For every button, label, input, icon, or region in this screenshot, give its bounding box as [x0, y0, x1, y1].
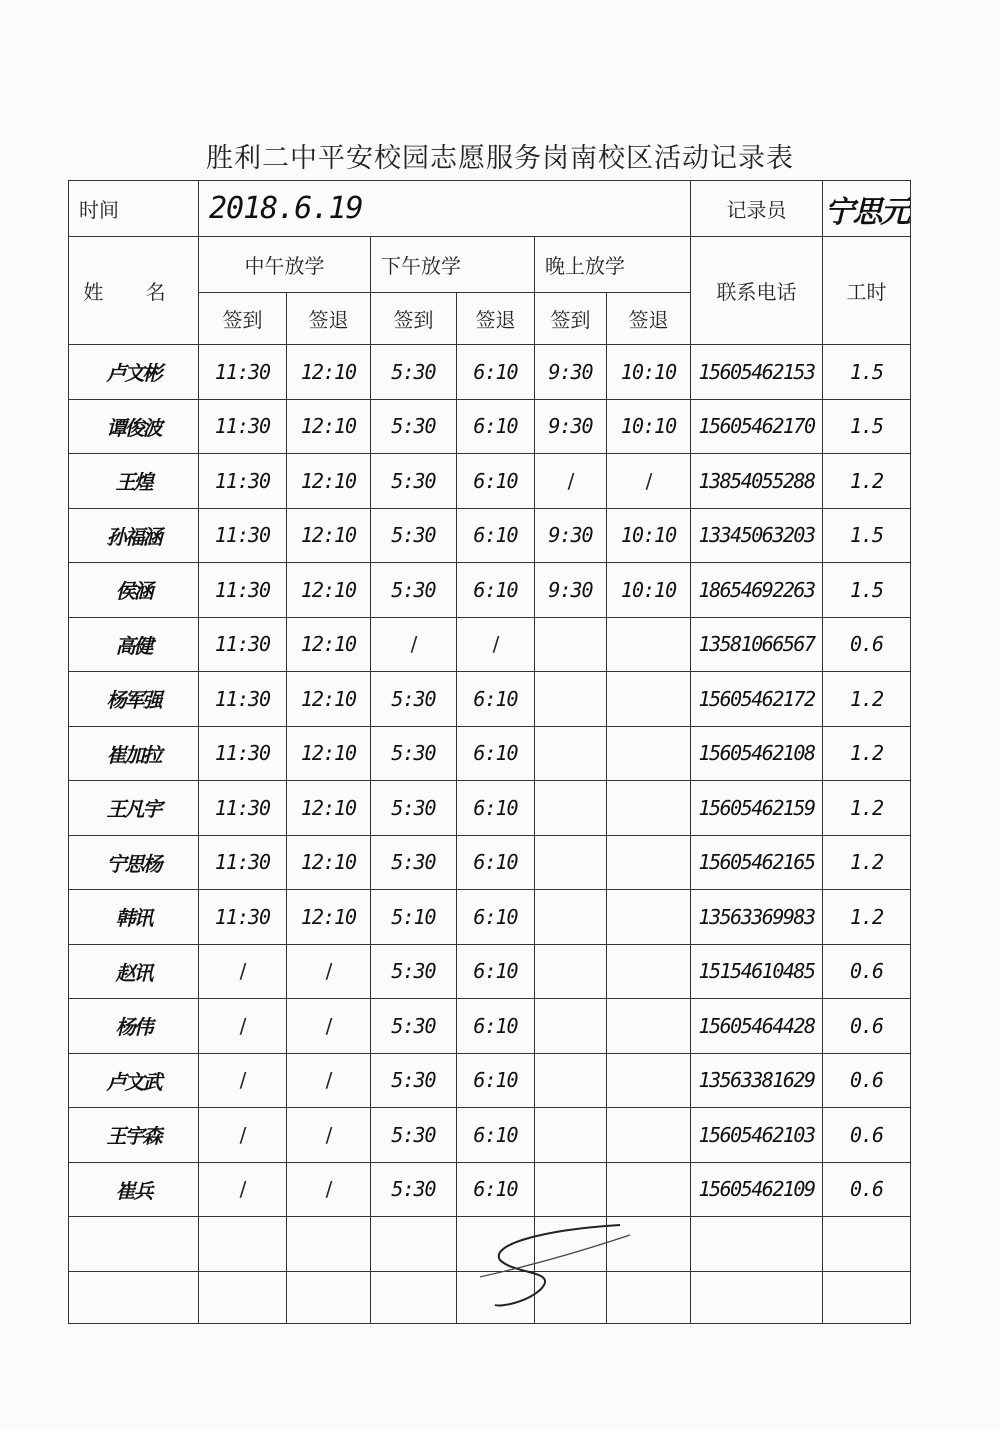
time-cell-ev-out: / — [607, 454, 691, 509]
time-cell-ev-out: 10:10 — [607, 399, 691, 454]
volunteer-name: 王凡宇 — [69, 781, 199, 836]
time-cell-noon-out: / — [287, 999, 371, 1054]
phone-column-header: 联系电话 — [691, 237, 823, 345]
header-row-periods — [69, 237, 911, 293]
time-cell-ev-in — [535, 1162, 607, 1217]
time-cell-pm-in: 5:30 — [371, 345, 457, 400]
time-cell-noon-out: 12:10 — [287, 672, 371, 727]
volunteer-name: 卢文武 — [69, 1053, 199, 1108]
work-hours: 1.2 — [823, 781, 911, 836]
time-cell-noon-out: 12:10 — [287, 890, 371, 945]
time-cell-noon-in: 11:30 — [199, 835, 287, 890]
time-cell-pm-out: 6:10 — [457, 1162, 535, 1217]
time-cell-ev-out — [607, 617, 691, 672]
time-cell-ev-in: / — [535, 454, 607, 509]
time-label: 时间 — [69, 181, 199, 237]
work-hours: 1.2 — [823, 672, 911, 727]
time-cell-pm-out: 6:10 — [457, 1108, 535, 1163]
afternoon-header: 下午放学 — [371, 237, 535, 293]
time-cell-pm-in: / — [371, 617, 457, 672]
time-cell-noon-in: 11:30 — [199, 454, 287, 509]
noon-sign-in-header: 签到 — [199, 293, 287, 345]
phone-number: 13563369983 — [691, 890, 823, 945]
time-cell-pm-out: 6:10 — [457, 508, 535, 563]
volunteer-name: 崔加拉 — [69, 726, 199, 781]
work-hours: 0.6 — [823, 1108, 911, 1163]
time-cell-pm-in: 5:30 — [371, 781, 457, 836]
work-hours: 1.2 — [823, 726, 911, 781]
time-cell-noon-out — [287, 1271, 371, 1323]
time-cell-pm-in: 5:30 — [371, 835, 457, 890]
recorder-label: 记录员 — [691, 181, 823, 237]
time-cell-pm-out: 6:10 — [457, 563, 535, 618]
volunteer-name — [69, 1271, 199, 1323]
time-cell-ev-out — [607, 726, 691, 781]
time-value: 2018.6.19 — [199, 181, 691, 237]
time-cell-noon-out: 12:10 — [287, 726, 371, 781]
time-cell-pm-out: 6:10 — [457, 726, 535, 781]
phone-number: 13563381629 — [691, 1053, 823, 1108]
ev-sign-out-header: 签退 — [607, 293, 691, 345]
table-row — [69, 726, 911, 781]
time-cell-pm-in: 5:30 — [371, 1053, 457, 1108]
time-cell-ev-in: 9:30 — [535, 345, 607, 400]
time-cell-pm-out: / — [457, 617, 535, 672]
volunteer-name: 崔兵 — [69, 1162, 199, 1217]
time-cell-pm-out: 6:10 — [457, 835, 535, 890]
table-row — [69, 781, 911, 836]
time-cell-ev-in — [535, 999, 607, 1054]
table-row — [69, 999, 911, 1054]
time-cell-pm-in: 5:30 — [371, 563, 457, 618]
time-cell-ev-in: 9:30 — [535, 508, 607, 563]
time-cell-noon-in: 11:30 — [199, 781, 287, 836]
table-row — [69, 944, 911, 999]
table-row — [69, 399, 911, 454]
name-column-header: 姓 名 — [69, 237, 199, 345]
recorder-value: 宁思元 — [823, 181, 911, 237]
table-row — [69, 1108, 911, 1163]
volunteer-name: 赵讯 — [69, 944, 199, 999]
time-cell-pm-in: 5:30 — [371, 454, 457, 509]
time-cell-pm-out: 6:10 — [457, 781, 535, 836]
table-row — [69, 454, 911, 509]
time-cell-pm-in: 5:30 — [371, 999, 457, 1054]
work-hours: 1.5 — [823, 563, 911, 618]
time-cell-noon-in: / — [199, 999, 287, 1054]
time-cell-noon-in: / — [199, 1162, 287, 1217]
page-title: 胜利二中平安校园志愿服务岗南校区活动记录表 — [206, 143, 794, 174]
time-cell-ev-out — [607, 944, 691, 999]
work-hours: 1.2 — [823, 454, 911, 509]
table-row — [69, 1053, 911, 1108]
work-hours: 0.6 — [823, 1162, 911, 1217]
time-cell-pm-out: 6:10 — [457, 999, 535, 1054]
volunteer-name — [69, 1217, 199, 1272]
phone-number: 15605462108 — [691, 726, 823, 781]
time-cell-ev-out — [607, 999, 691, 1054]
time-cell-noon-in: 11:30 — [199, 726, 287, 781]
table-row — [69, 835, 911, 890]
time-cell-noon-out: / — [287, 1108, 371, 1163]
time-cell-pm-in — [371, 1271, 457, 1323]
time-cell-noon-out: / — [287, 1162, 371, 1217]
volunteer-name: 孙福涵 — [69, 508, 199, 563]
pm-sign-in-header: 签到 — [371, 293, 457, 345]
time-cell-noon-in: 11:30 — [199, 617, 287, 672]
time-cell-noon-in: / — [199, 1053, 287, 1108]
phone-number: 15605462109 — [691, 1162, 823, 1217]
work-hours: 1.5 — [823, 399, 911, 454]
noon-header: 中午放学 — [199, 237, 371, 293]
time-cell-ev-out — [607, 1162, 691, 1217]
work-hours: 1.5 — [823, 508, 911, 563]
time-cell-pm-out: 6:10 — [457, 345, 535, 400]
work-hours: 1.2 — [823, 835, 911, 890]
time-cell-noon-out: 12:10 — [287, 345, 371, 400]
time-cell-pm-in: 5:30 — [371, 1108, 457, 1163]
volunteer-name: 杨伟 — [69, 999, 199, 1054]
time-cell-ev-in — [535, 1108, 607, 1163]
time-cell-noon-in: / — [199, 1108, 287, 1163]
work-hours: 1.2 — [823, 890, 911, 945]
time-cell-noon-out — [287, 1217, 371, 1272]
phone-number: 18654692263 — [691, 563, 823, 618]
record-table — [68, 180, 911, 1324]
table-row — [69, 672, 911, 727]
time-cell-pm-in: 5:30 — [371, 726, 457, 781]
phone-number: 15605462153 — [691, 345, 823, 400]
time-cell-ev-in — [535, 617, 607, 672]
volunteer-name: 王煌 — [69, 454, 199, 509]
phone-number: 15154610485 — [691, 944, 823, 999]
work-hours: 1.5 — [823, 345, 911, 400]
time-cell-ev-in: 9:30 — [535, 399, 607, 454]
work-hours: 0.6 — [823, 1053, 911, 1108]
time-cell-ev-out — [607, 890, 691, 945]
time-cell-ev-in — [535, 835, 607, 890]
phone-number: 15605462159 — [691, 781, 823, 836]
table-row — [69, 508, 911, 563]
time-cell-ev-out — [607, 835, 691, 890]
header-row-time — [69, 181, 911, 237]
pm-sign-out-header: 签退 — [457, 293, 535, 345]
time-cell-noon-out: 12:10 — [287, 781, 371, 836]
table-row — [69, 1162, 911, 1217]
time-cell-noon-out: 12:10 — [287, 617, 371, 672]
time-cell-noon-out: 12:10 — [287, 563, 371, 618]
time-cell-pm-in: 5:30 — [371, 944, 457, 999]
time-cell-ev-out — [607, 1108, 691, 1163]
time-cell-pm-out: 6:10 — [457, 454, 535, 509]
time-cell-pm-out: 6:10 — [457, 672, 535, 727]
time-cell-ev-out: 10:10 — [607, 508, 691, 563]
phone-number: 15605462165 — [691, 835, 823, 890]
time-cell-noon-out: 12:10 — [287, 508, 371, 563]
volunteer-name: 宁思杨 — [69, 835, 199, 890]
time-cell-ev-in — [535, 781, 607, 836]
pen-scribble — [480, 1215, 840, 1315]
phone-number: 13581066567 — [691, 617, 823, 672]
time-cell-noon-in: 11:30 — [199, 508, 287, 563]
table-row — [69, 890, 911, 945]
time-cell-pm-in: 5:10 — [371, 890, 457, 945]
time-cell-ev-in — [535, 726, 607, 781]
time-cell-ev-out — [607, 781, 691, 836]
time-cell-pm-in: 5:30 — [371, 508, 457, 563]
time-cell-noon-in: / — [199, 944, 287, 999]
volunteer-name: 谭俊波 — [69, 399, 199, 454]
phone-number: 15605462172 — [691, 672, 823, 727]
volunteer-name: 高健 — [69, 617, 199, 672]
time-cell-pm-in: 5:30 — [371, 1162, 457, 1217]
time-cell-pm-out: 6:10 — [457, 890, 535, 945]
time-cell-noon-out: / — [287, 944, 371, 999]
time-cell-ev-in — [535, 944, 607, 999]
evening-header: 晚上放学 — [535, 237, 691, 293]
time-cell-noon-in — [199, 1271, 287, 1323]
ev-sign-in-header: 签到 — [535, 293, 607, 345]
time-cell-ev-in — [535, 890, 607, 945]
time-cell-noon-in: 11:30 — [199, 563, 287, 618]
volunteer-name: 王宇森 — [69, 1108, 199, 1163]
time-cell-pm-in: 5:30 — [371, 399, 457, 454]
phone-number: 15605462170 — [691, 399, 823, 454]
time-cell-pm-in — [371, 1217, 457, 1272]
time-cell-noon-in: 11:30 — [199, 890, 287, 945]
time-cell-pm-out: 6:10 — [457, 1053, 535, 1108]
time-cell-ev-out: 10:10 — [607, 345, 691, 400]
phone-number: 13854055288 — [691, 454, 823, 509]
time-cell-noon-in: 11:30 — [199, 345, 287, 400]
volunteer-name: 卢文彬 — [69, 345, 199, 400]
time-cell-pm-in: 5:30 — [371, 672, 457, 727]
time-cell-ev-out — [607, 672, 691, 727]
work-hours: 0.6 — [823, 617, 911, 672]
time-cell-ev-out: 10:10 — [607, 563, 691, 618]
phone-number: 15605464428 — [691, 999, 823, 1054]
table-row — [69, 563, 911, 618]
time-cell-pm-out: 6:10 — [457, 399, 535, 454]
volunteer-name: 杨军强 — [69, 672, 199, 727]
hours-column-header: 工时 — [823, 237, 911, 345]
time-cell-ev-out — [607, 1053, 691, 1108]
work-hours: 0.6 — [823, 944, 911, 999]
time-cell-noon-out: 12:10 — [287, 454, 371, 509]
time-cell-noon-in: 11:30 — [199, 672, 287, 727]
table-row — [69, 617, 911, 672]
volunteer-name: 韩讯 — [69, 890, 199, 945]
time-cell-ev-in — [535, 1053, 607, 1108]
noon-sign-out-header: 签退 — [287, 293, 371, 345]
table-row — [69, 345, 911, 400]
time-cell-noon-in — [199, 1217, 287, 1272]
time-cell-ev-in — [535, 672, 607, 727]
time-cell-noon-out: 12:10 — [287, 399, 371, 454]
time-cell-noon-out: / — [287, 1053, 371, 1108]
work-hours: 0.6 — [823, 999, 911, 1054]
phone-number: 13345063203 — [691, 508, 823, 563]
time-cell-ev-in: 9:30 — [535, 563, 607, 618]
phone-number: 15605462103 — [691, 1108, 823, 1163]
time-cell-noon-in: 11:30 — [199, 399, 287, 454]
volunteer-name: 侯涵 — [69, 563, 199, 618]
time-cell-noon-out: 12:10 — [287, 835, 371, 890]
time-cell-pm-out: 6:10 — [457, 944, 535, 999]
